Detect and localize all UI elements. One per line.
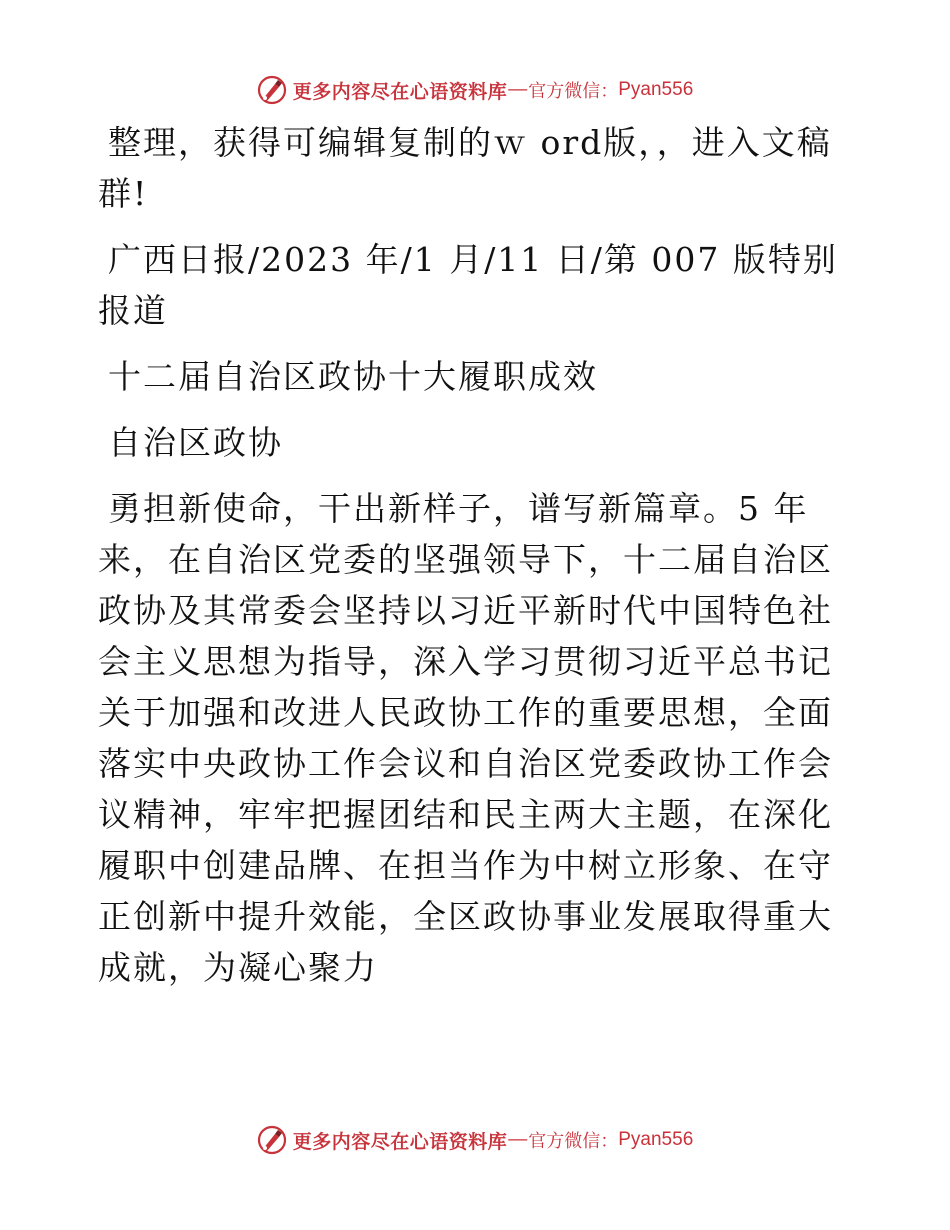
banner-dash: —	[508, 79, 528, 100]
footer-banner	[0, 1120, 950, 1160]
banner-main-text: 更多内容尽在心语资料库	[292, 1130, 508, 1153]
banner-sub-text: 官方微信：	[528, 1131, 619, 1152]
banner-sub-text: 官方微信：	[528, 81, 619, 102]
article-author: 自治区政协	[108, 423, 283, 462]
pen-logo-icon	[257, 75, 287, 105]
pen-logo-icon	[257, 1125, 287, 1155]
banner-wechat-id: Pyan556	[618, 79, 694, 100]
header-banner	[0, 70, 950, 110]
banner-main-text: 更多内容尽在心语资料库	[292, 80, 508, 103]
source-line: 广西日报/2023 年/1 月/11 日/第 007 版特别报道	[98, 240, 838, 330]
banner-wechat-id: Pyan556	[618, 1129, 694, 1150]
document-body	[98, 117, 850, 1008]
body-paragraph: 勇担新使命，干出新样子，谱写新篇章。5 年来，在自治区党委的坚强领导下，十二届自治区政协及其常委会坚持以习近平新时代中国特色社会主义思想为指导，深入学习贯彻习近平总书记关于加强和改进人民政协工作的重要思想，全面落实中央政协工作会议和自治区党委政协工作会议精神，牢牢把握团结和民主两大主题，在深化履职中创建品牌、在担当作为中树立形象、在守正创新中提升效能，全区政协事业发展取得重大成就，为凝心聚力	[98, 489, 833, 987]
banner-dash: —	[508, 1129, 528, 1150]
article-title: 十二届自治区政协十大履职成效	[108, 357, 598, 396]
intro-paragraph: 整理，获得可编辑复制的ｗ ord版，，进入文稿群!	[98, 123, 832, 213]
